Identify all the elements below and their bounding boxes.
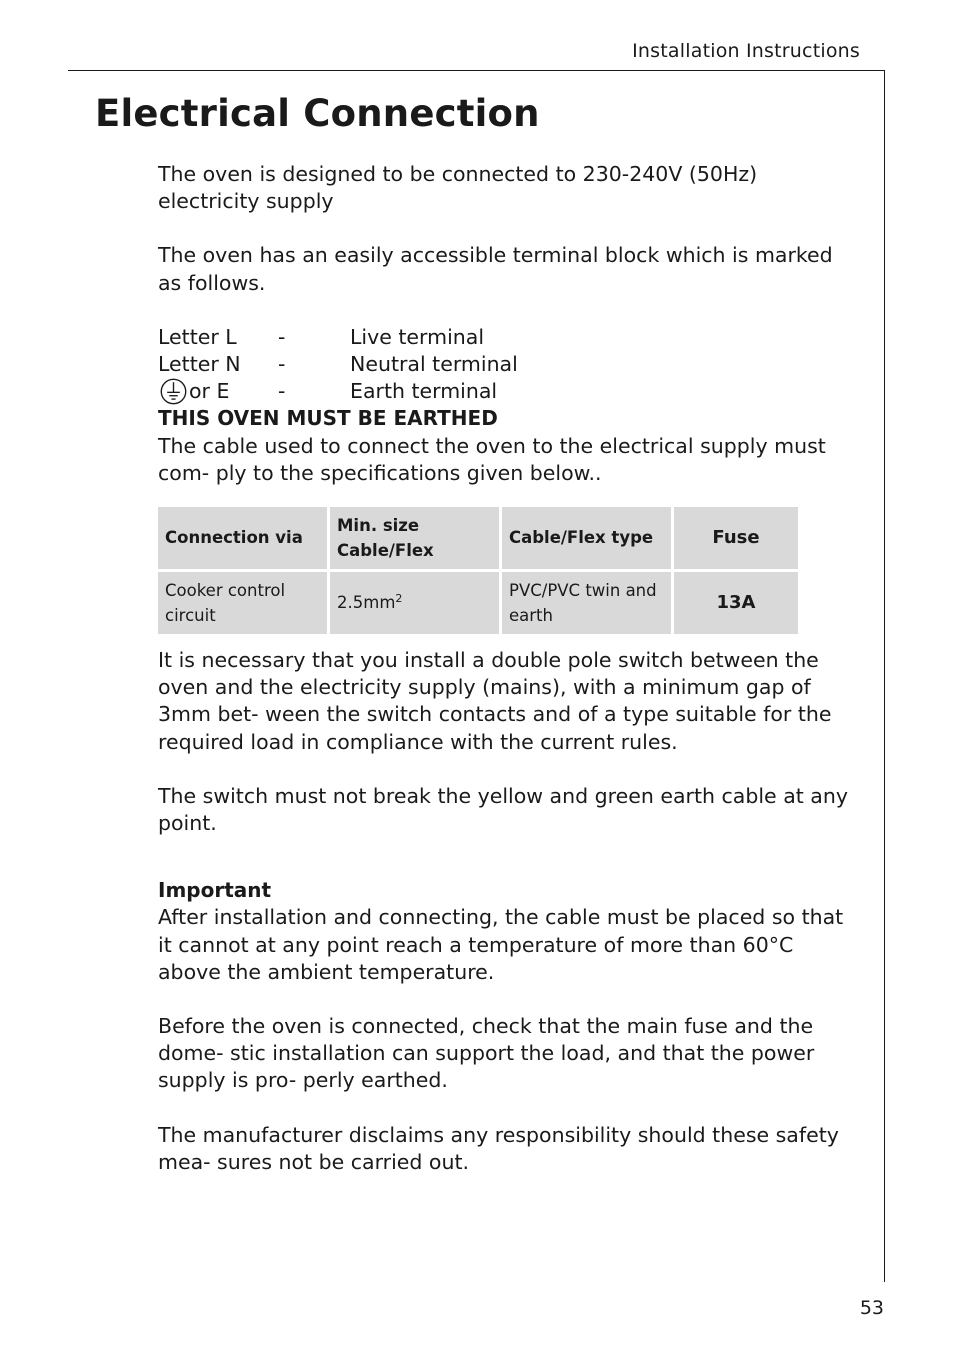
header-rule [68,70,885,71]
terminal-letter: Letter N [158,352,241,376]
terminal-list [158,324,860,406]
earthed-heading: THIS OVEN MUST BE EARTHED [158,406,498,431]
table-header-cell: Cable/Flex type [502,507,671,569]
min-size-superscript: 2 [395,592,403,606]
table-header-cell: Min. size Cable/Flex [330,507,499,569]
important-heading: Important [158,878,272,903]
page-number: 53 [859,1297,884,1319]
page-header-label: Installation Instructions [632,40,860,62]
table-header-row [158,507,798,569]
page-title: Electrical Connection [95,92,540,135]
terminal-dash: - [278,379,286,404]
terminal-letter: Letter L [158,324,237,349]
earthed-text: The cable used to connect the oven to the electrical supply must com- ply to the specifications given below.. [158,433,826,485]
terminal-description: Earth terminal [350,379,498,404]
table-header-cell: Fuse [674,507,798,569]
terminal-row [158,351,860,378]
terminal-description: Neutral terminal [350,352,518,376]
switch-paragraph: It is necessary that you install a double pole switch between the oven and the electricity supply (mains), with a minimum gap of 3mm bet- ween the switch contacts and of a type suitable for the required load in compliance with the current rules. [158,647,832,754]
min-size-value: 2.5mm [337,593,396,613]
table-cell-cable-type: PVC/PVC twin and earth [502,572,671,634]
terminal-letter: or E [189,379,230,404]
important-paragraph-3: The manufacturer disclaims any responsibility should these safety mea- sures not be carried out. [158,1122,839,1174]
table-cell-fuse: 13A [674,572,798,634]
terminal-row [158,378,860,405]
earth-ground-icon [158,378,189,405]
table-header-cell: Connection via [158,507,327,569]
table-cell-min-size [330,572,499,634]
intro-paragraph-2: The oven has an easily accessible terminal block which is marked as follows. [158,243,833,295]
terminal-dash: - [278,324,286,349]
right-margin-rule [884,70,885,1282]
important-paragraph-1: After installation and connecting, the cable must be placed so that it cannot at any point reach a temperature of more than 60°C above the ambient temperature. [158,905,844,984]
important-paragraph-2: Before the oven is connected, check that the main fuse and the dome- stic installation can support the load, and that the power supply is pro- perly earthed. [158,1014,815,1093]
table-cell-connection: Cooker control circuit [158,572,327,634]
terminal-description: Live terminal [350,324,485,349]
terminal-row [158,324,860,351]
earth-cable-paragraph: The switch must not break the yellow and green earth cable at any point. [158,783,848,835]
spec-table [155,504,801,637]
intro-paragraph-1: The oven is designed to be connected to 230-240V (50Hz) electricity supply [158,162,758,214]
table-row [158,572,798,634]
terminal-dash: - [278,352,286,376]
main-content [158,161,860,1176]
